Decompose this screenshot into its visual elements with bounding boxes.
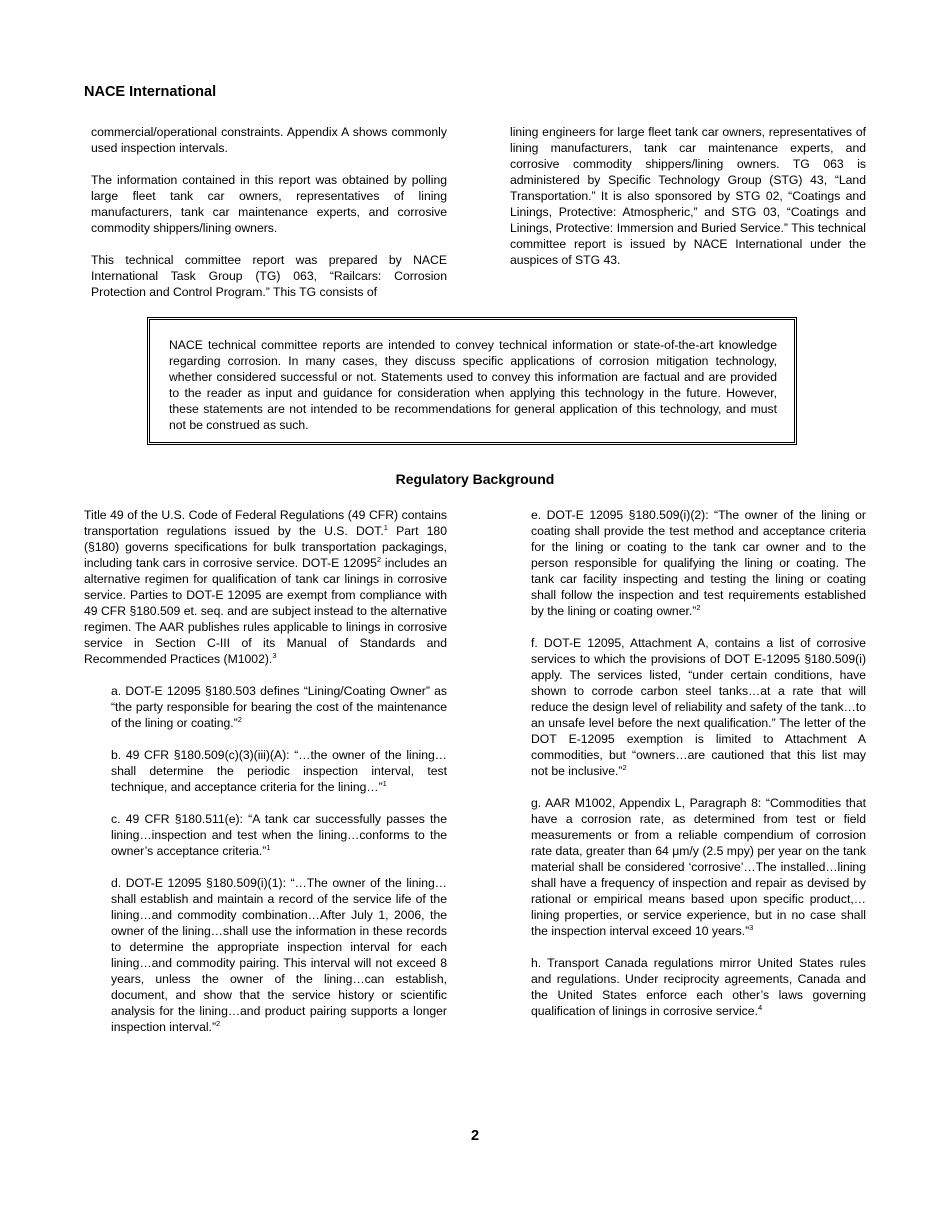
intro-left-column <box>91 124 447 316</box>
text-run: includes an alternative regimen for qualification of tank car linings in corrosive service. Parties to DOT-E 12095 are exempt from compliance with 49 CFR §180.509 et. seq. and are subject instead to the alternative regimen. The AAR publishes rules applicable to linings in corrosive service in Section C-III of its Manual of Standards and Recommended Practices (M1002). <box>84 556 447 666</box>
intro-right-column <box>510 124 866 284</box>
regulatory-intro-paragraph <box>84 507 447 667</box>
item-text: c. 49 CFR §180.511(e): “A tank car successfully passes the lining…inspection and test when the lining…conforms to the owner’s acceptance criteria.” <box>111 812 447 858</box>
footnote-ref: 2 <box>376 555 382 564</box>
item-text: b. 49 CFR §180.509(c)(3)(iii)(A): “…the owner of the lining…shall determine the periodic inspection interval, test technique, and acceptance criteria for the lining…” <box>111 748 447 794</box>
page-header: NACE International <box>84 84 217 100</box>
disclaimer-box <box>147 317 797 445</box>
intro-paragraph: This technical committee report was prepared by NACE International Task Group (TG) 063, “Railcars: Corrosion Protection and Control Program.” This TG consists of <box>91 253 447 299</box>
footnote-ref: 2 <box>622 763 627 772</box>
regulation-item <box>111 875 447 1035</box>
footnote-ref: 4 <box>757 1003 763 1012</box>
regulation-item <box>531 635 866 779</box>
footnote-ref: 2 <box>216 1019 221 1028</box>
text-run: Part 180 (§180) governs specifications for bulk transportation packagings, including tank cars in corrosive service. DOT-E 12095 <box>84 524 447 570</box>
section-title: Regulatory Background <box>395 471 555 487</box>
page-number: 2 <box>470 1128 480 1144</box>
item-text: g. AAR M1002, Appendix L, Paragraph 8: “Commodities that have a corrosion rate, as determined from test or field measurements or from a reliable compendium of corrosion rate data, greater than 64 μm/y (2.5 mpy) per year on the tank material shall be considered ‘corrosive’…The installed…lining shall have a frequency of inspection and repair as devised by rational or empirical means based upon specific product,…lining properties, or service experience, but in no case shall the inspection interval exceed 10 years.” <box>531 796 866 938</box>
item-text: e. DOT-E 12095 §180.509(i)(2): “The owner of the lining or coating shall provide the test method and acceptance criteria for the lining or coating to the tank car owner and to the person responsible for qualifying the lining or coating. The tank car facility inspecting and testing the lining or coating shall follow the inspection and test requirements established by the lining or coating owner.” <box>531 508 866 618</box>
item-text: a. DOT-E 12095 §180.503 defines “Lining/Coating Owner” as “the party responsible for bearing the cost of the maintenance of the lining or coating.” <box>111 684 447 730</box>
regulation-item <box>531 955 866 1019</box>
regulation-item <box>111 747 447 795</box>
regulatory-right-column <box>531 507 866 1035</box>
footnote-ref: 1 <box>382 779 387 788</box>
intro-paragraph: commercial/operational constraints. Appendix A shows commonly used inspection intervals. <box>91 125 447 155</box>
regulatory-left-column <box>84 507 447 1051</box>
intro-paragraph: lining engineers for large fleet tank car owners, representatives of lining manufacturers, tank car maintenance experts, and corrosive commodity shippers/lining owners. TG 063 is administered by Specific Technology Group (STG) 43, “Land Transportation.” It is also sponsored by STG 02, “Coatings and Linings, Protective: Atmospheric,” and STG 03, “Coatings and Linings, Protective: Immersion and Buried Service.” This technical committee report is issued by NACE International under the auspices of STG 43. <box>510 125 866 267</box>
footnote-ref: 2 <box>696 603 701 612</box>
footnote-ref: 1 <box>383 523 388 532</box>
regulation-item <box>531 795 866 939</box>
intro-paragraph: The information contained in this report was obtained by polling large fleet tank car owners, representatives of lining manufacturers, tank car maintenance experts, and corrosive commodity shippers/lining owners. <box>91 173 447 235</box>
text-run: Title 49 of the U.S. Code of Federal Regulations (49 CFR) contains transportation regulations issued by the U.S. DOT. <box>84 508 447 538</box>
item-text: f. DOT-E 12095, Attachment A, contains a list of corrosive services to which the provisions of DOT E-12095 §180.509(i) apply. The services listed, “under certain conditions, have shown to corrode carbon steel tanks…at a rate that will reduce the design level of reliability and safety of the tank…to an unsafe level before the next qualification.” The letter of the DOT E-12095 exemption is limited to Attachment A commodities, but “owners…are cautioned that this list may not be inclusive.” <box>531 636 866 778</box>
disclaimer-text: NACE technical committee reports are intended to convey technical information or state-of-the-art knowledge regarding corrosion. In many cases, they discuss specific applications of corrosion mitigation technology, whether considered successful or not. Statements used to convey this information are factual and are provided to the reader as input and guidance for consideration when applying this technology in the future. However, these statements are not intended to be recommendations for general application of this technology, and must not be construed as such. <box>169 338 777 432</box>
item-text: h. Transport Canada regulations mirror United States rules and regulations. Under reciprocity agreements, Canada and the United States enforce each other’s laws governing qualification of linings in corrosive service. <box>531 956 866 1018</box>
footnote-ref: 2 <box>237 715 242 724</box>
item-text: d. DOT-E 12095 §180.509(i)(1): “…The owner of the lining…shall establish and maintain a record of the service life of the lining…and commodity combination…After July 1, 2006, the owner of the lining…shall use the information in these records to determine the appropriate inspection interval for each lining…and commodity pairing. This interval will not exceed 8 years, unless the owner of the lining…can establish, document, and show that the service history or scientific analysis for the lining…and product pairing supports a longer inspection interval.” <box>111 876 447 1034</box>
regulation-item <box>531 507 866 619</box>
footnote-ref: 1 <box>266 843 271 852</box>
footnote-ref: 3 <box>749 923 754 932</box>
regulation-item <box>111 811 447 859</box>
footnote-ref: 3 <box>272 651 277 660</box>
regulation-item <box>111 683 447 731</box>
